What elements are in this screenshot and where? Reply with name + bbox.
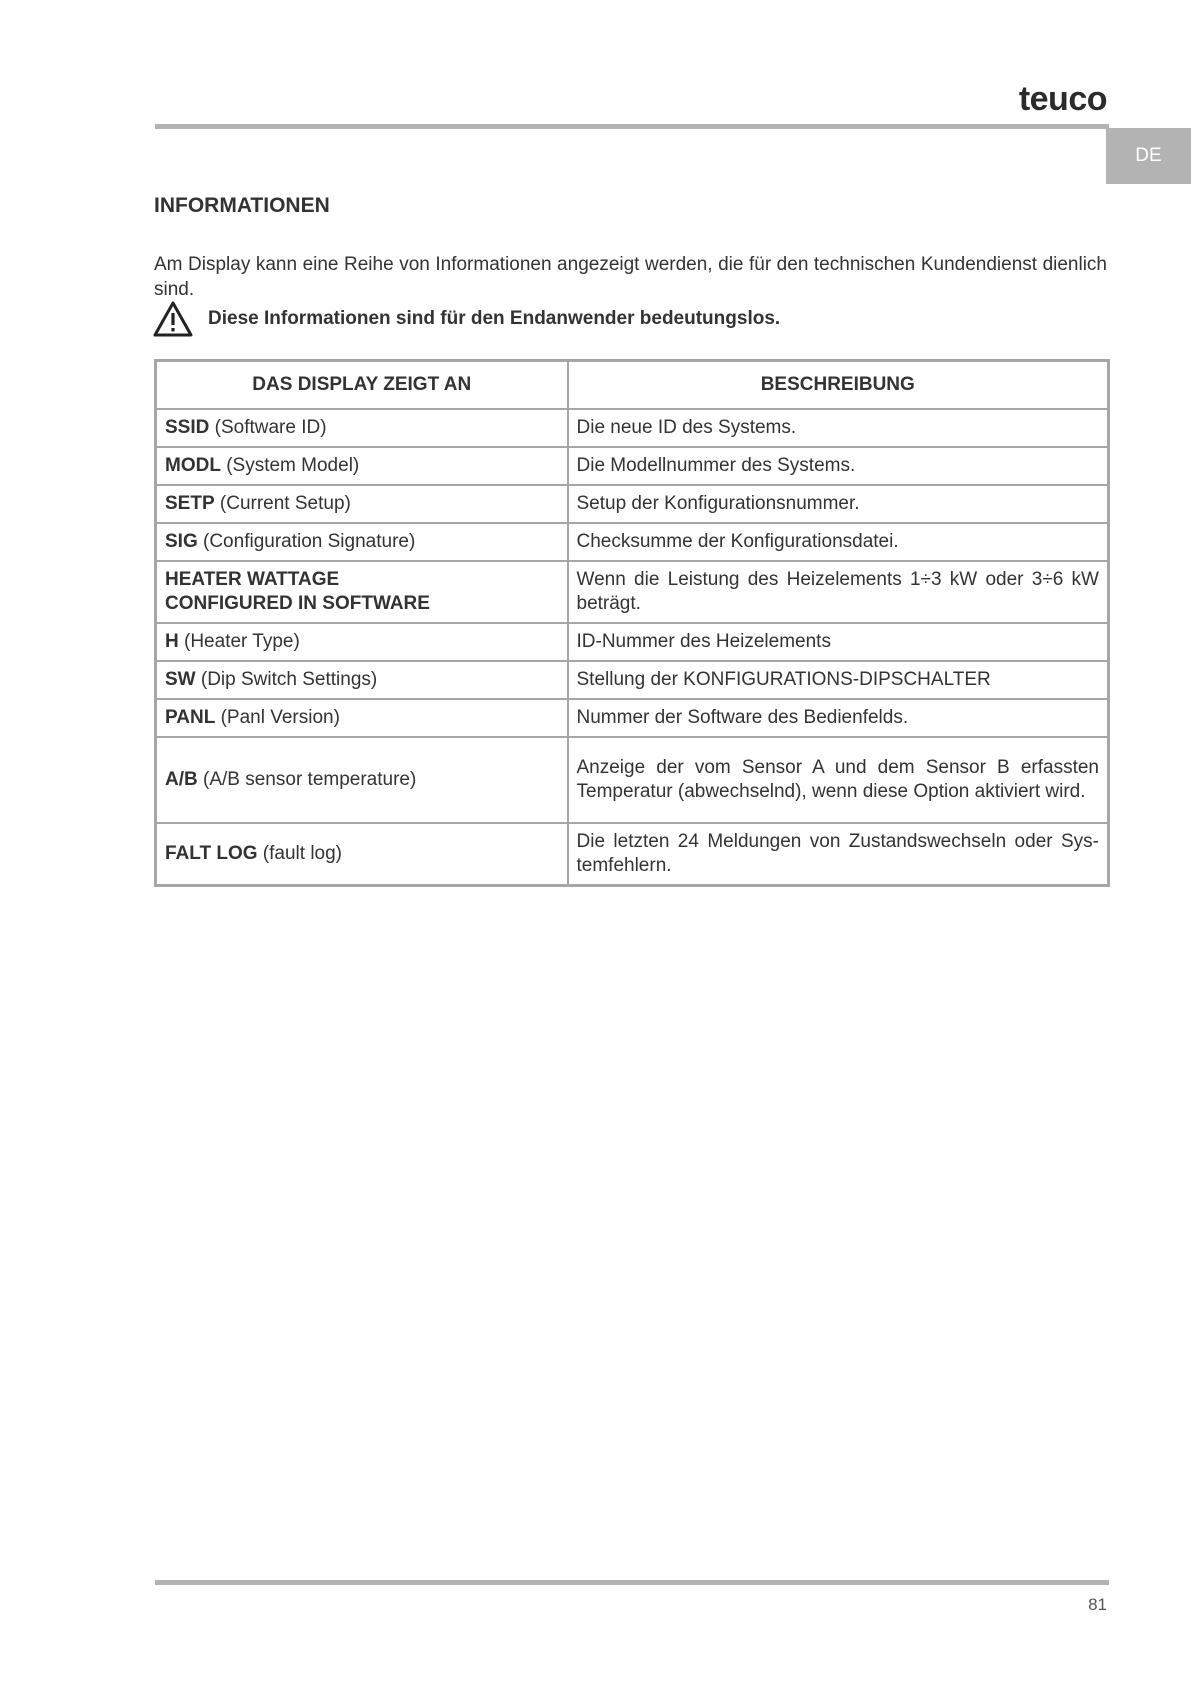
display-cell <box>156 447 568 485</box>
table-row <box>156 561 1109 623</box>
table-header-row <box>156 361 1109 410</box>
display-name: (Current Setup) <box>214 493 351 514</box>
section-title: INFORMATIONEN <box>154 194 330 217</box>
display-code: MODL <box>165 455 221 476</box>
table-row <box>156 737 1109 823</box>
description-cell: Setup der Konfigurationsnummer. <box>568 485 1109 523</box>
display-name: (A/B sensor temperature) <box>197 769 417 790</box>
display-name: (Heater Type) <box>178 631 300 652</box>
warning-text: Diese Informationen sind für den Endanwender bedeutungslos. <box>208 308 781 329</box>
warning-triangle-icon <box>152 300 194 338</box>
info-table <box>154 359 1110 887</box>
display-name: (fault log) <box>257 843 343 864</box>
intro-paragraph: Am Display kann eine Reihe von Informationen angezeigt werden, die für den technischen Kundendienst dienlich sind. <box>154 254 1107 300</box>
display-code: SETP <box>165 493 215 514</box>
display-cell <box>156 737 568 823</box>
description-cell: Nummer der Software des Bedienfelds. <box>568 699 1109 737</box>
display-code: FALT LOG <box>165 843 258 864</box>
display-code: PANL <box>165 707 216 728</box>
description-cell: Die neue ID des Systems. <box>568 409 1109 447</box>
table-row <box>156 623 1109 661</box>
table-row <box>156 447 1109 485</box>
display-cell <box>156 661 568 699</box>
display-code: SIG <box>165 531 198 552</box>
display-cell <box>156 823 568 886</box>
display-cell <box>156 485 568 523</box>
language-tab: DE <box>1106 128 1191 184</box>
column-header-description: BESCHREIBUNG <box>568 361 1109 410</box>
warning-note <box>152 299 1052 339</box>
description-cell: Die Modellnummer des Systems. <box>568 447 1109 485</box>
description-cell: Stellung der KONFIGURATIONS-DIPSCHALTER <box>568 661 1109 699</box>
table-row <box>156 409 1109 447</box>
display-code: A/B <box>165 769 198 790</box>
display-cell <box>156 699 568 737</box>
display-cell <box>156 409 568 447</box>
description-cell: ID-Nummer des Heizelements <box>568 623 1109 661</box>
brand-logo: teuco <box>1018 80 1107 118</box>
page-number: 81 <box>1088 1595 1107 1614</box>
display-cell <box>156 523 568 561</box>
top-divider <box>155 124 1109 129</box>
display-name: (Software ID) <box>209 417 327 438</box>
display-name: (Panl Version) <box>215 707 340 728</box>
table-row <box>156 823 1109 886</box>
description-cell: Wenn die Leistung des Heizelements 1÷3 kW oder 3÷6 kW beträgt. <box>568 561 1109 623</box>
display-code: HEATER WATTAGE CONFIGURED IN SOFTWARE <box>165 569 430 614</box>
bottom-divider <box>155 1580 1109 1585</box>
display-code: H <box>165 631 179 652</box>
display-cell <box>156 561 568 623</box>
table-row <box>156 523 1109 561</box>
display-cell <box>156 623 568 661</box>
column-header-display: DAS DISPLAY ZEIGT AN <box>156 361 568 410</box>
display-code: SSID <box>165 417 210 438</box>
description-cell: Checksumme der Konfigurationsdatei. <box>568 523 1109 561</box>
table-row <box>156 485 1109 523</box>
description-cell: Anzeige der vom Sensor A und dem Sensor B erfassten Temperatur (abwechselnd), wenn diese Option aktiviert wird. <box>568 737 1109 823</box>
display-name: (Dip Switch Settings) <box>195 669 378 690</box>
table-row <box>156 661 1109 699</box>
display-code: SW <box>165 669 196 690</box>
display-name: (Configuration Signature) <box>197 531 416 552</box>
display-name: (System Model) <box>220 455 360 476</box>
table-row <box>156 699 1109 737</box>
description-cell: Die letzten 24 Meldungen von Zustandswechseln oder Systemfehlern. <box>568 823 1109 886</box>
